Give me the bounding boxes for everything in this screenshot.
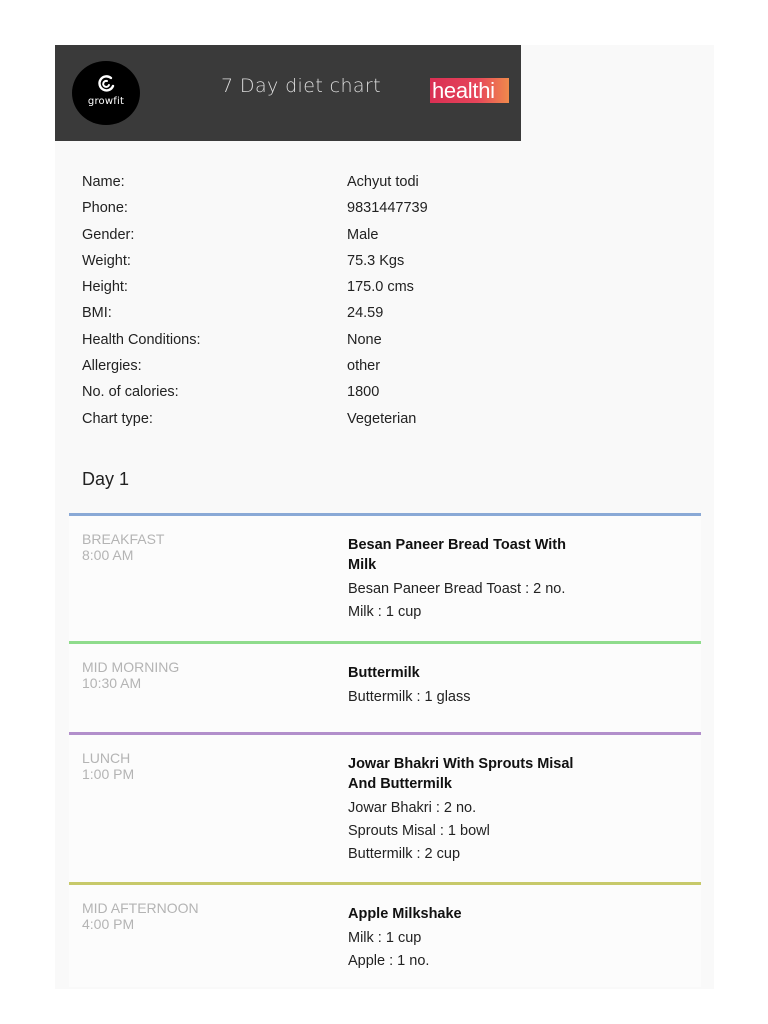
- day-title: Day 1: [82, 469, 130, 489]
- meal-time: 8:00 AM: [82, 547, 134, 563]
- meal-name-line: Apple Milkshake: [348, 906, 462, 922]
- meal-time: 4:00 PM: [82, 916, 135, 932]
- meal-name-line: Jowar Bhakri With Sprouts Misal: [348, 756, 574, 772]
- meal-name-line: Buttermilk: [348, 665, 420, 681]
- profile-row: [82, 384, 682, 410]
- profile-row: [82, 305, 682, 331]
- profile-row: [82, 332, 682, 358]
- profile-label: BMI:: [82, 305, 112, 322]
- meal-mid-afternoon: [69, 882, 701, 987]
- meal-name-line: Milk: [348, 557, 377, 573]
- profile-label: Health Conditions:: [82, 331, 201, 348]
- meal-details: [348, 535, 608, 624]
- profile-label: Chart type:: [82, 410, 153, 427]
- profile-value: other: [347, 358, 381, 375]
- profile-label: Height:: [82, 279, 128, 296]
- meal-item: Buttermilk : 2 cup: [348, 846, 461, 862]
- meal-name: [348, 904, 608, 924]
- meal-time-block: [82, 900, 199, 932]
- profile-value: 75.3 Kgs: [347, 252, 405, 269]
- profile-label: No. of calories:: [82, 384, 179, 401]
- meal-slot: MID AFTERNOON: [82, 900, 199, 916]
- meal-name: [348, 535, 608, 575]
- profile-row: [82, 358, 682, 384]
- profile-label: Name:: [82, 174, 125, 190]
- meal-name-line: And Buttermilk: [348, 776, 452, 792]
- meal-time-block: [82, 531, 164, 563]
- meal-item: Milk : 1 cup: [348, 930, 422, 946]
- profile-value: Achyut todi: [347, 174, 419, 190]
- profile-label: Phone:: [82, 200, 128, 217]
- healthi-logo: healthi: [430, 78, 509, 103]
- profile-details: [82, 174, 682, 437]
- meal-details: [348, 754, 608, 866]
- meal-item: Apple : 1 no.: [348, 953, 430, 969]
- profile-row: [82, 279, 682, 305]
- meal-time: 10:30 AM: [82, 675, 142, 691]
- meal-list: [69, 513, 701, 987]
- profile-value: 1800: [347, 384, 380, 401]
- header-banner: [55, 45, 521, 141]
- profile-value: Vegeterian: [347, 410, 417, 427]
- profile-label: Allergies:: [82, 358, 142, 375]
- meal-time: 1:00 PM: [82, 766, 135, 782]
- profile-value: Male: [347, 226, 379, 243]
- profile-value: 24.59: [347, 305, 384, 322]
- meal-lunch: [69, 732, 701, 882]
- profile-row: [82, 411, 682, 437]
- profile-value: 175.0 cms: [347, 279, 414, 296]
- growfit-swirl-icon: [96, 74, 116, 94]
- logo-text: growfit: [87, 96, 125, 107]
- meal-details: [348, 904, 608, 973]
- meal-time-block: [82, 659, 179, 691]
- meal-name-line: Besan Paneer Bread Toast With: [348, 537, 566, 553]
- meal-mid-morning: [69, 641, 701, 732]
- profile-value: None: [347, 331, 382, 348]
- profile-row: [82, 200, 682, 226]
- meal-slot: LUNCH: [82, 750, 131, 766]
- profile-row: [82, 174, 682, 200]
- meal-slot: BREAKFAST: [82, 531, 165, 547]
- profile-value: 9831447739: [347, 200, 428, 217]
- meal-item: Besan Paneer Bread Toast : 2 no.: [348, 581, 566, 597]
- meal-item: Sprouts Misal : 1 bowl: [348, 823, 490, 839]
- diet-chart-sheet: [55, 45, 714, 989]
- meal-details: [348, 663, 608, 709]
- meal-item: Milk : 1 cup: [348, 604, 422, 620]
- profile-row: [82, 227, 682, 253]
- meal-item: Buttermilk : 1 glass: [348, 689, 471, 705]
- meal-name: [348, 663, 608, 683]
- meal-name: [348, 754, 608, 794]
- profile-label: Weight:: [82, 252, 131, 269]
- meal-time-block: [82, 750, 134, 782]
- profile-label: Gender:: [82, 226, 135, 243]
- growfit-logo: [72, 61, 140, 125]
- meal-item: Jowar Bhakri : 2 no.: [348, 800, 477, 816]
- meal-breakfast: [69, 513, 701, 641]
- page-title: 7 Day diet chart: [221, 75, 381, 97]
- meal-slot: MID MORNING: [82, 659, 180, 675]
- profile-row: [82, 253, 682, 279]
